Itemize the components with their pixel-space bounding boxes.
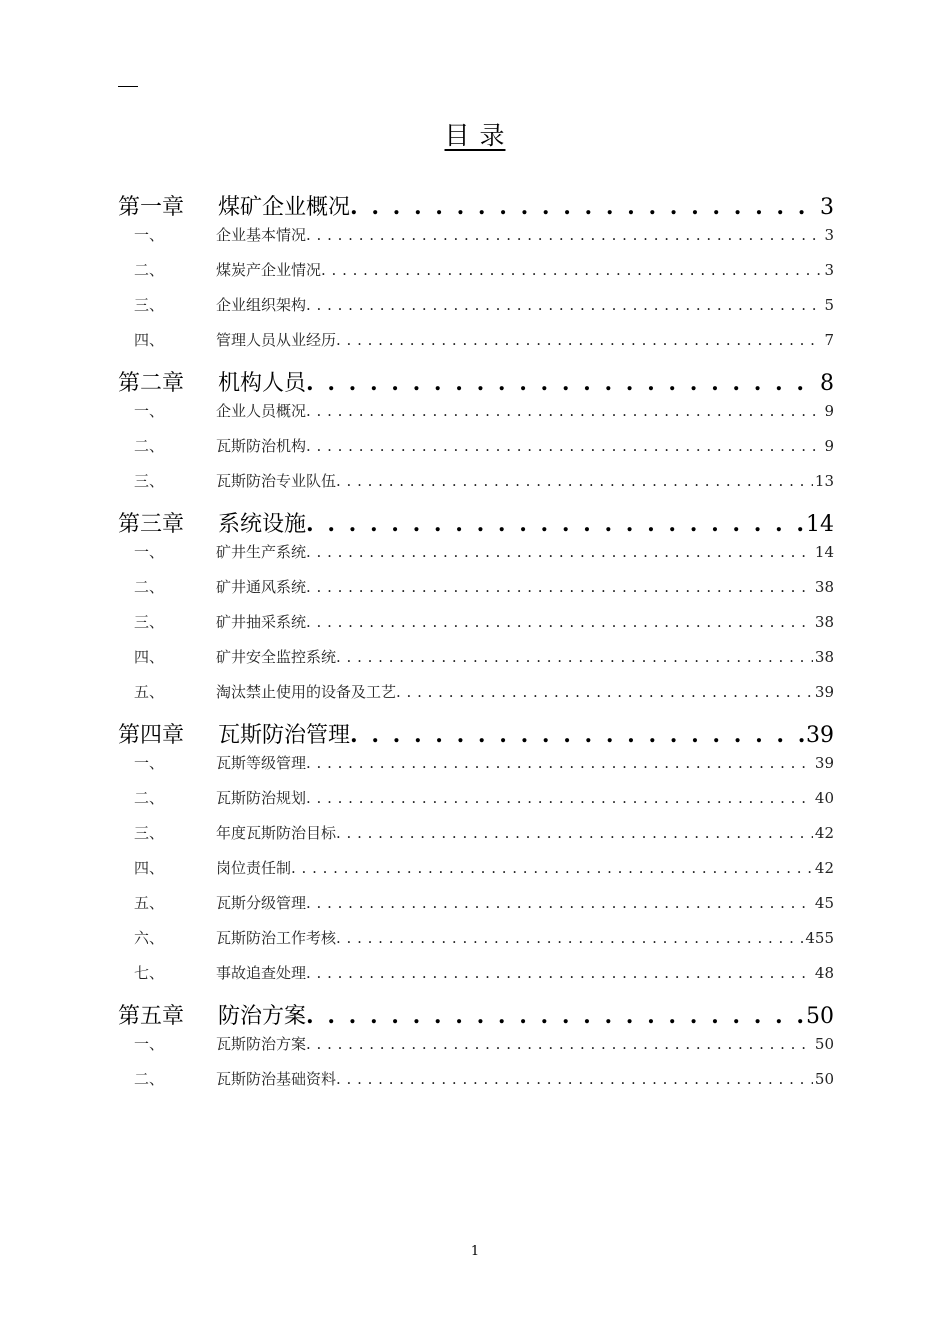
dot-leader (336, 824, 813, 842)
toc-chapter-group (118, 718, 834, 997)
toc-chapter-entry-number: 第四章 (118, 723, 185, 748)
page-footer (0, 1244, 950, 1259)
toc-section-entry-number: 二、 (134, 437, 165, 455)
dot-leader (306, 789, 813, 807)
toc-chapter-entry-number: 第三章 (118, 512, 185, 537)
toc-section-entry[interactable] (118, 294, 834, 329)
toc-chapter-entry-page: 50 (806, 1004, 834, 1029)
toc-chapter-group (118, 999, 834, 1103)
toc-section-entry-title: 事故追查处理 (216, 964, 307, 982)
toc-section-entry-page: 50 (814, 1035, 834, 1053)
toc-section-entry-title: 瓦斯等级管理 (216, 754, 307, 772)
toc-section-entry[interactable] (118, 927, 834, 962)
toc-section-entry-number: 一、 (134, 543, 165, 561)
toc-chapter-entry-title: 系统设施 (218, 512, 307, 537)
table-of-contents (118, 190, 834, 1105)
toc-section-entry-number: 一、 (134, 226, 165, 244)
dot-leader (336, 472, 813, 490)
dot-leader (350, 194, 818, 220)
dot-leader (336, 1070, 813, 1088)
toc-section-entry-title: 矿井通风系统 (216, 578, 307, 596)
toc-section-entry-number: 一、 (134, 754, 165, 772)
toc-section-entry[interactable] (118, 576, 834, 611)
dot-leader (306, 402, 822, 420)
dot-leader (306, 370, 818, 396)
toc-section-entry-number: 四、 (134, 331, 165, 349)
toc-section-entry-number: 五、 (134, 683, 165, 701)
toc-chapter-group (118, 507, 834, 716)
toc-section-entry-title: 淘汰禁止使用的设备及工艺 (216, 683, 397, 701)
toc-section-entry[interactable] (118, 611, 834, 646)
toc-section-entry-title: 矿井安全监控系统 (216, 648, 337, 666)
toc-chapter-entry[interactable] (118, 366, 834, 400)
dot-leader (306, 226, 822, 244)
dot-leader (396, 683, 813, 701)
dot-leader (306, 578, 813, 596)
toc-section-entry-title: 年度瓦斯防治目标 (216, 824, 337, 842)
toc-section-entry[interactable] (118, 752, 834, 787)
toc-section-entry-title: 企业基本情况 (216, 226, 307, 244)
toc-section-entry-title: 管理人员从业经历 (216, 331, 337, 349)
dot-leader (306, 964, 813, 982)
dot-leader (321, 261, 822, 279)
toc-section-entry-page: 38 (814, 613, 834, 631)
toc-section-entry-page: 9 (824, 402, 834, 420)
toc-chapter-group (118, 190, 834, 364)
toc-section-entry[interactable] (118, 646, 834, 681)
toc-section-entry[interactable] (118, 224, 834, 259)
toc-section-entry-number: 三、 (134, 613, 165, 631)
dot-leader (306, 296, 822, 314)
toc-section-entry-page: 45 (814, 894, 834, 912)
toc-section-entry[interactable] (118, 1068, 834, 1103)
toc-section-entry-number: 二、 (134, 1070, 165, 1088)
toc-chapter-entry-number: 第一章 (118, 195, 185, 220)
toc-section-entry-title: 瓦斯分级管理 (216, 894, 307, 912)
toc-section-entry[interactable] (118, 857, 834, 892)
toc-title-text: 目 录 (444, 121, 506, 150)
toc-section-entry-title: 企业组织架构 (216, 296, 307, 314)
toc-section-entry[interactable] (118, 435, 834, 470)
dot-leader (306, 894, 813, 912)
toc-section-entry-number: 七、 (134, 964, 165, 982)
toc-chapter-entry-page: 39 (806, 723, 834, 748)
toc-chapter-group (118, 366, 834, 505)
toc-section-entry[interactable] (118, 259, 834, 294)
dot-leader (336, 331, 822, 349)
toc-section-entry[interactable] (118, 962, 834, 997)
toc-section-entry-title: 岗位责任制 (216, 859, 292, 877)
toc-section-entry[interactable] (118, 470, 834, 505)
toc-section-entry-page: 38 (814, 578, 834, 596)
toc-section-entry-page: 3 (824, 261, 834, 279)
toc-section-entry-page: 48 (814, 964, 834, 982)
toc-section-entry-page: 50 (814, 1070, 834, 1088)
toc-section-entry-page: 13 (814, 472, 834, 490)
toc-section-entry-page: 5 (824, 296, 834, 314)
toc-chapter-entry-number: 第五章 (118, 1004, 185, 1029)
toc-section-entry[interactable] (118, 541, 834, 576)
toc-chapter-entry-page: 14 (806, 512, 834, 537)
dot-leader (336, 648, 813, 666)
toc-chapter-entry-title: 机构人员 (218, 371, 307, 396)
toc-section-entry-page: 3 (824, 226, 834, 244)
toc-section-entry[interactable] (118, 1033, 834, 1068)
dot-leader (350, 722, 804, 748)
toc-section-entry-number: 四、 (134, 859, 165, 877)
toc-section-entry-page: 42 (814, 824, 834, 842)
dot-leader (306, 1035, 813, 1053)
toc-section-entry[interactable] (118, 400, 834, 435)
toc-section-entry-number: 三、 (134, 296, 165, 314)
toc-section-entry-number: 六、 (134, 929, 165, 947)
toc-chapter-entry-page: 8 (820, 371, 834, 396)
toc-section-entry-page: 38 (814, 648, 834, 666)
toc-title (0, 116, 950, 152)
toc-section-entry-title: 煤炭产企业情况 (216, 261, 322, 279)
dot-leader (291, 859, 813, 877)
dot-leader (306, 613, 813, 631)
toc-section-entry-page: 9 (824, 437, 834, 455)
toc-section-entry-number: 三、 (134, 824, 165, 842)
toc-section-entry-page: 42 (814, 859, 834, 877)
toc-section-entry-page: 39 (814, 683, 834, 701)
toc-section-entry[interactable] (118, 892, 834, 927)
toc-section-entry[interactable] (118, 329, 834, 364)
toc-chapter-entry-title: 煤矿企业概况 (218, 195, 351, 220)
toc-section-entry-number: 三、 (134, 472, 165, 490)
toc-section-entry-number: 一、 (134, 1035, 165, 1053)
toc-section-entry-title: 瓦斯防治机构 (216, 437, 307, 455)
toc-section-entry-title: 矿井抽采系统 (216, 613, 307, 631)
dot-leader (306, 754, 813, 772)
toc-section-entry-title: 瓦斯防治专业队伍 (216, 472, 337, 490)
toc-section-entry-title: 瓦斯防治基础资料 (216, 1070, 337, 1088)
toc-section-entry[interactable] (118, 822, 834, 857)
toc-chapter-entry[interactable] (118, 190, 834, 224)
toc-section-entry-title: 瓦斯防治工作考核 (216, 929, 337, 947)
toc-section-entry-page: 40 (814, 789, 834, 807)
toc-section-entry-number: 一、 (134, 402, 165, 420)
toc-section-entry-number: 五、 (134, 894, 165, 912)
toc-section-entry[interactable] (118, 787, 834, 822)
toc-chapter-entry-page: 3 (820, 195, 834, 220)
toc-section-entry-title: 企业人员概况 (216, 402, 307, 420)
toc-chapter-entry-number: 第二章 (118, 371, 185, 396)
toc-section-entry-page: 455 (805, 929, 834, 947)
dot-leader (306, 437, 822, 455)
dot-leader (306, 1003, 804, 1029)
toc-section-entry-page: 7 (824, 331, 834, 349)
toc-section-entry-number: 四、 (134, 648, 165, 666)
toc-section-entry-number: 二、 (134, 261, 165, 279)
toc-chapter-entry-title: 防治方案 (218, 1004, 307, 1029)
toc-section-entry-title: 瓦斯防治规划 (216, 789, 307, 807)
header-rule (118, 86, 138, 87)
page-number: 1 (470, 1244, 480, 1259)
toc-section-entry-number: 二、 (134, 789, 165, 807)
toc-section-entry-title: 矿井生产系统 (216, 543, 307, 561)
dot-leader (306, 543, 813, 561)
dot-leader (336, 929, 803, 947)
toc-chapter-entry[interactable] (118, 718, 834, 752)
toc-section-entry-page: 14 (814, 543, 834, 561)
toc-section-entry[interactable] (118, 681, 834, 716)
toc-section-entry-page: 39 (814, 754, 834, 772)
toc-chapter-entry[interactable] (118, 507, 834, 541)
dot-leader (306, 511, 804, 537)
toc-chapter-entry-title: 瓦斯防治管理 (218, 723, 351, 748)
toc-section-entry-number: 二、 (134, 578, 165, 596)
toc-section-entry-title: 瓦斯防治方案 (216, 1035, 307, 1053)
toc-chapter-entry[interactable] (118, 999, 834, 1033)
